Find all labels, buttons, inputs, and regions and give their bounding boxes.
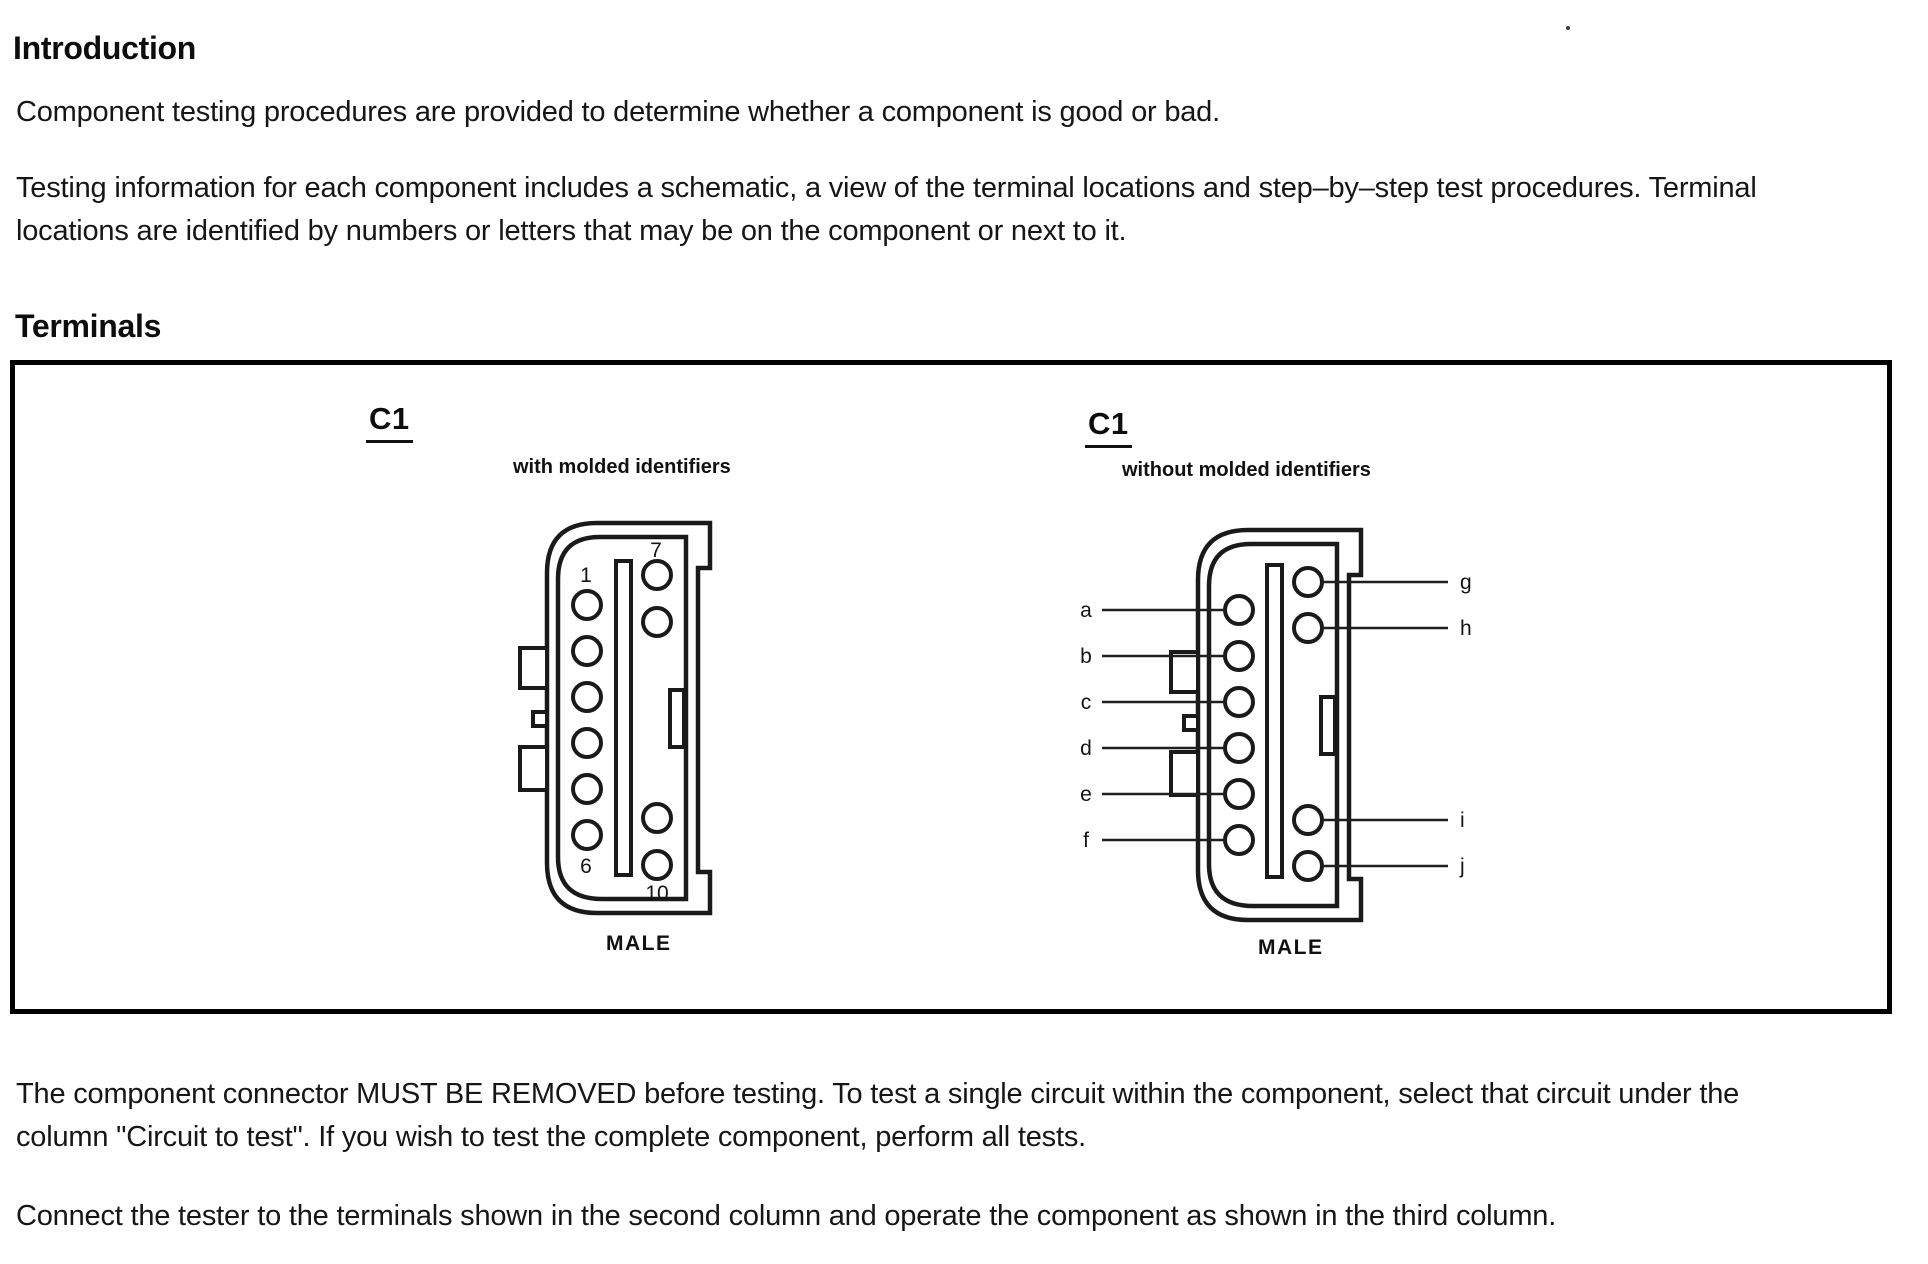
right-connector-latch (1321, 697, 1335, 754)
terminal-label-d: d (1080, 737, 1092, 760)
scan-artifact-dot (1566, 26, 1570, 30)
intro-paragraph: Component testing procedures are provided to determine whether a component is good or bad. (16, 96, 1220, 128)
terminal-circle-b (1225, 642, 1253, 670)
terminal-circle-1 (573, 591, 601, 619)
molded-terminal-label-7: 7 (650, 539, 662, 562)
terminal-label-j: j (1460, 855, 1465, 878)
left-connector-center-slot (616, 561, 631, 875)
terminal-label-i: i (1460, 809, 1465, 832)
connect-tester-paragraph: Connect the tester to the terminals shown in the second column and operate the component as shown in the third column. (16, 1200, 1557, 1232)
terminal-circle-6 (573, 821, 601, 849)
left-connector-drawing (520, 523, 710, 913)
terminal-circle-5 (573, 775, 601, 803)
molded-terminal-label-1: 1 (580, 564, 592, 587)
terminal-circle-c (1225, 688, 1253, 716)
terminal-circle-h (1294, 614, 1322, 642)
molded-terminal-label-10: 10 (645, 882, 669, 905)
connector-removed-paragraph-line2: column "Circuit to test". If you wish to test the complete component, perform all tests. (16, 1121, 1086, 1153)
right-connector-side-tab (1171, 652, 1198, 692)
terminal-label-c: c (1080, 691, 1092, 714)
left-connector-side-tab (520, 648, 547, 688)
terminal-circle-4 (573, 729, 601, 757)
terminal-circle-9 (643, 804, 671, 832)
right-connector-side-tab (1171, 752, 1198, 795)
terminal-circle-f (1225, 826, 1253, 854)
terminal-circle-10 (643, 851, 671, 879)
terminal-label-b: b (1080, 645, 1092, 668)
right-connector-center-slot (1267, 565, 1282, 877)
right-connector-gender-label: MALE (1258, 936, 1324, 959)
left-connector-title: C1 (366, 402, 413, 443)
terminal-circle-7 (643, 561, 671, 589)
left-connector-side-tab (520, 747, 547, 790)
terminal-label-e: e (1080, 783, 1092, 806)
terminals-heading: Terminals (15, 308, 162, 344)
terminal-label-g: g (1460, 571, 1472, 594)
terminal-circle-3 (573, 683, 601, 711)
left-connector-subtitle: with molded identifiers (513, 456, 731, 478)
introduction-heading: Introduction (13, 30, 197, 66)
left-connector-latch (670, 690, 684, 747)
testing-info-paragraph-line2: locations are identified by numbers or letters that may be on the component or next to it. (16, 215, 1127, 247)
terminal-circle-g (1294, 568, 1322, 596)
left-connector-gender-label: MALE (606, 932, 672, 955)
terminal-label-h: h (1460, 617, 1472, 640)
terminal-circle-i (1294, 806, 1322, 834)
molded-terminal-label-6: 6 (580, 855, 592, 878)
terminal-circle-a (1225, 596, 1253, 624)
right-connector-title: C1 (1085, 407, 1132, 448)
connector-removed-paragraph-line1: The component connector MUST BE REMOVED before testing. To test a single circuit within the component, select that circuit under the (16, 1078, 1740, 1110)
terminal-circle-e (1225, 780, 1253, 808)
terminal-label-a: a (1080, 599, 1092, 622)
terminal-circle-2 (573, 637, 601, 665)
left-connector-side-tab-small (533, 712, 547, 726)
testing-info-paragraph-line1: Testing information for each component includes a schematic, a view of the terminal locations and step–by–step test procedures. Terminal (16, 172, 1757, 204)
terminal-circle-j (1294, 852, 1322, 880)
terminal-label-f: f (1083, 829, 1089, 852)
terminal-circle-8 (643, 608, 671, 636)
right-connector-subtitle: without molded identifiers (1122, 459, 1371, 481)
right-connector-side-tab-small (1184, 716, 1198, 730)
right-connector-drawing (1080, 530, 1472, 920)
terminal-circle-d (1225, 734, 1253, 762)
